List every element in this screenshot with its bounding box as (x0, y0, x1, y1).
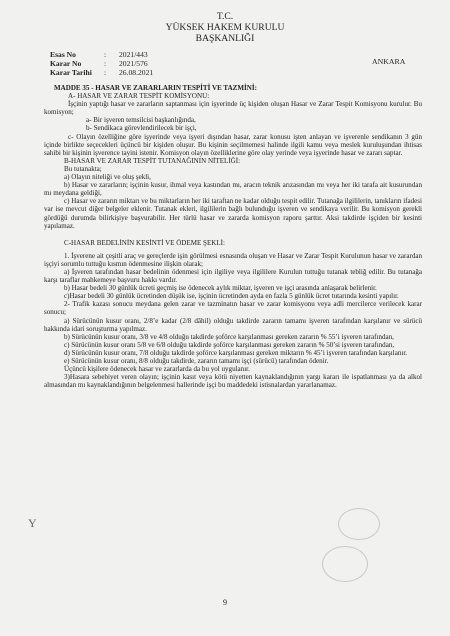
margin-handwritten-mark: Y (28, 516, 37, 530)
document-body (44, 84, 422, 389)
section-c-heading: C-HASAR BEDELİNİN KESİNTİ VE ÖDEME ŞEKLİ: (64, 238, 225, 247)
faint-stamp-mark (338, 508, 380, 540)
section-c-item-a: a) İşveren tarafından hasar bedelinin ödenmesi için ilgiliye veya ilgililere Kurulun tuttuğu tutanak tebliğ edilir. Bu tutanağa karşı taraflar mahkemeye başvuru hakkı vardır. (44, 267, 422, 285)
section-a-heading: A- HASAR VE ZARAR TESPİT KOMİSYONU: (68, 92, 210, 101)
section-a-item-c: c- Olayın özelliğine göre işyerinde veya işyeri dışından hasar, zarar konusu işten anlayan ve işverenle sendikanın 3 gün içinde birlikte seçecekleri üçüncü bir kişiden oluşur. Bu kişinin seçilmemesi halinde ilgili kamu veya meslek kuruluşundan ihtisas sahibi bir kişinin işverence tayini istenir. Komisyon olayın özelliklerine göre olay yerinde veya işyerinde hasar ve zararı saptar. (44, 132, 422, 157)
section-a-paragraph: İşçinin yaptığı hasar ve zararların saptanması için işyerinde üç kişiden oluşan Hasar ve Zarar Tespit Komisyonu kurulur. Bu komisyon; (44, 100, 422, 117)
section-c-2-item-a: a) Sürücünün kusur oranı, 2/8’e kadar (2/8 dâhil) olduğu takdirde zararın tamamı işveren tarafından karşılanır ve sürücü hakkında idari soruşturma yapılmaz. (44, 316, 422, 333)
section-c-item-b: b) Hasar bedeli 30 günlük ücreti geçmiş ise ödenecek aylık miktar, işveren ve işçi arasında anlaşarak belirlenir. (64, 284, 377, 293)
karar-label: Karar No (50, 59, 82, 68)
section-c-2-item-c: c) Sürücünün kusur oranı 5/8 ve 6/8 olduğu takdirde şoförce karşılanması gereken zararın % 50’si işveren tarafından, (64, 340, 395, 349)
esas-colon: : (104, 50, 107, 59)
tarih-label: Karar Tarihi (50, 68, 92, 77)
article-title: MADDE 35 - HASAR VE ZARARLARIN TESPİTİ VE TAZMİNİ: (54, 84, 257, 92)
karar-value: 2021/576 (119, 59, 148, 68)
section-b-intro: Bu tutanakta; (64, 164, 102, 173)
section-c-2-item-e: e) Sürücünün kusur oranı, 8/8 olduğu takdirde, zararın tamamı işçi (sürücü) tarafından ödenir. (64, 357, 329, 365)
esas-value: 2021/443 (119, 50, 148, 59)
section-b-item-c: c) Hasar ve zararın miktarı ve bu miktarların her iki taraftan ne kadar olduğu tespit edilir. Tutanağa ilgililerin, tanıkların ifadesi var ise mevcut diğer belgeler eklenir. Tutanak ekleri, ilgililerin bağlı bulunduğu işveren ve sendikaya verilir. Bu komisyon gerekli gördüğü durumda bilirkişiye başvurabilir. Her türlü hasar ve zararda komisyon raporu şarttır. Aksi takdirde işçiden bir kesinti yapılamaz. (44, 197, 422, 230)
section-c-paragraph-1: 1. İşverene ait çeşitli araç ve gereçlerde işin görülmesi esnasında oluşan ve Hasar ve Zarar Tespit Kurulunun hasar ve zarardan işçiyi sorumlu tuttuğu kısmın ödenmesine ilişkin olarak; (44, 251, 422, 268)
section-c-paragraph-4: 3)Hasara sebebiyet veren olayın; işçinin kasıt veya kötü niyetten kaynaklandığının yargı kararı ile ispatlanması ya da alkol almasından mı kaynaklandığının belgelenmesi hallerinde işçi bu maddedeki istisnalardan yararlanamaz. (44, 373, 422, 390)
tarih-colon: : (104, 68, 107, 77)
faint-stamp-mark (322, 546, 368, 582)
section-a-item-a: a- Bir işveren temsilcisi başkanlığında, (86, 116, 196, 125)
section-c-paragraph-3: Üçüncü kişilere ödenecek hasar ve zararlarda da bu yol uygulanır. (64, 365, 250, 374)
section-c-paragraph-2: 2- Trafik kazası sonucu meydana gelen zarar ve tazminatın hasar ve zarar komisyonu veya adli mercilerce verilecek karar sonucu; (44, 300, 422, 317)
tarih-value: 26.08.2021 (119, 68, 154, 77)
header-tc: T.C. (216, 11, 234, 22)
esas-label: Esas No (50, 50, 76, 59)
section-b-item-a: a) Olayın niteliği ve oluş şekli, (64, 173, 151, 182)
section-c-2-item-d: d) Sürücünün kusur oranı, 7/8 olduğu takdirde şoförce karşılanması gereken miktarın % 45’i işveren tarafından karşılanır. (64, 348, 408, 357)
section-a-item-b: b- Sendikaca görevlendirilecek bir işçi, (86, 124, 197, 133)
section-b-heading: B-HASAR VE ZARAR TESPİT TUTANAĞININ NİTELİĞİ: (64, 156, 241, 165)
header-department: BAŞKANLIĞI (195, 33, 255, 44)
page-number: 9 (223, 598, 227, 607)
section-c-2-item-b: b) Sürücünün kusur oranı, 3/8 ve 4/8 olduğu takdirde şoförce karşılanması gereken zararın % 55’i işveren tarafından, (64, 332, 394, 341)
city: ANKARA (372, 57, 406, 66)
karar-colon: : (104, 59, 107, 68)
header-institution: YÜKSEK HAKEM KURULU (165, 22, 285, 33)
section-b-item-b: b) Hasar ve zararların; işçinin kusur, ihmal veya kastından mı, aracın teknik arızasından mı veya her iki tarafa ait kusurundan mı meydana geldiği, (44, 181, 422, 198)
section-c-item-c: c)Hasar bedeli 30 günlük ücretinden düşük ise, işçinin ücretinden ayda en fazla 5 günlük ücret tutarında kesinti yapılır. (64, 292, 399, 301)
